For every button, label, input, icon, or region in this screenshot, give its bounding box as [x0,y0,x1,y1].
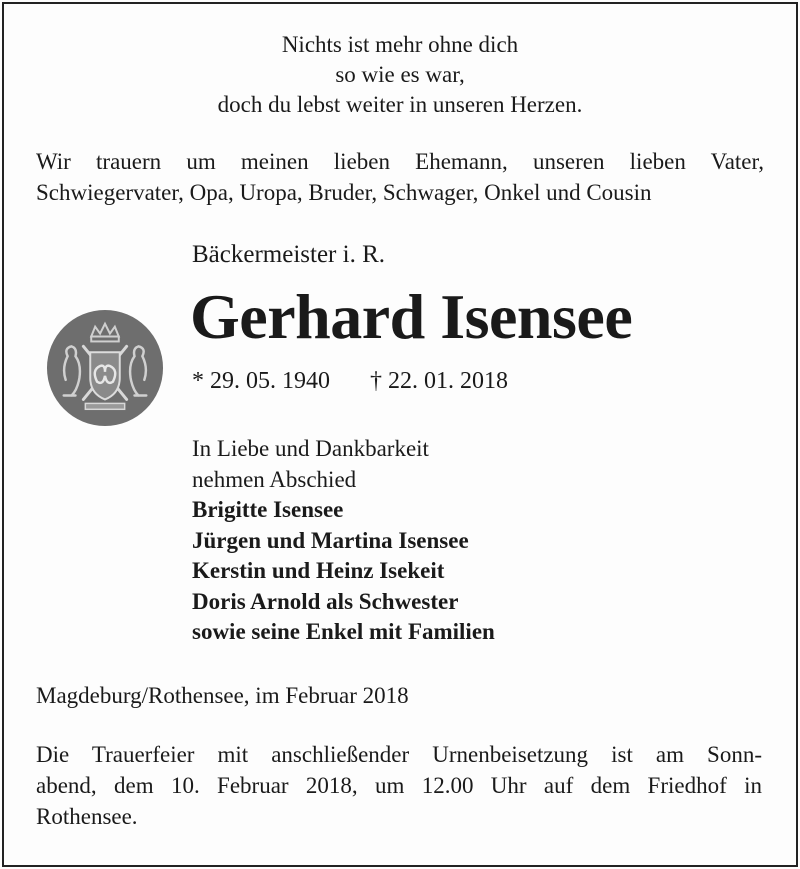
poem-line-3: doch du lebst weiter in unseren Herzen. [217,92,583,117]
funeral-info [36,739,762,832]
life-dates [192,366,508,396]
mourning-intro [36,146,764,208]
deceased-title: Bäckermeister i. R. [192,241,385,268]
birth-date: * 29. 05. 1940 [192,368,330,394]
mourners-intro-2: nehmen Abschied [192,466,357,492]
mourner-name: Doris Arnold als Schwester [192,588,459,614]
place-and-date: Magdeburg/Rothensee, im Februar 2018 [36,683,409,708]
baker-guild-emblem-icon [46,309,164,427]
mourner-name: Brigitte Isensee [192,497,344,522]
memorial-poem [0,30,800,120]
poem-line-2: so wie es war, [335,62,465,87]
funeral-line-3: Rothensee. [36,804,138,829]
funeral-line-2: abend, dem 10. Februar 2018, um 12.00 Uhr auf dem Friedhof in [36,773,762,798]
death-date: † 22. 01. 2018 [370,368,508,394]
intro-line-2: Schwiegervater, Opa, Uropa, Bruder, Schwager, Onkel und Cousin [36,180,652,205]
mourners-list [192,434,495,648]
intro-line-1: Wir trauern um meinen lieben Ehemann, unseren lieben Vater, [36,149,764,174]
funeral-line-1: Die Trauerfeier mit anschließender Urnenbeisetzung ist am Sonn- [36,742,762,767]
mourner-name: sowie seine Enkel mit Familien [192,619,495,644]
poem-line-1: Nichts ist mehr ohne dich [281,32,519,57]
mourner-name: Kerstin und Heinz Isekeit [192,558,445,583]
deceased-name: Gerhard Isensee [190,281,633,352]
mourner-name: Jürgen und Martina Isensee [192,527,469,553]
mourners-intro-1: In Liebe und Dankbarkeit [192,436,429,461]
